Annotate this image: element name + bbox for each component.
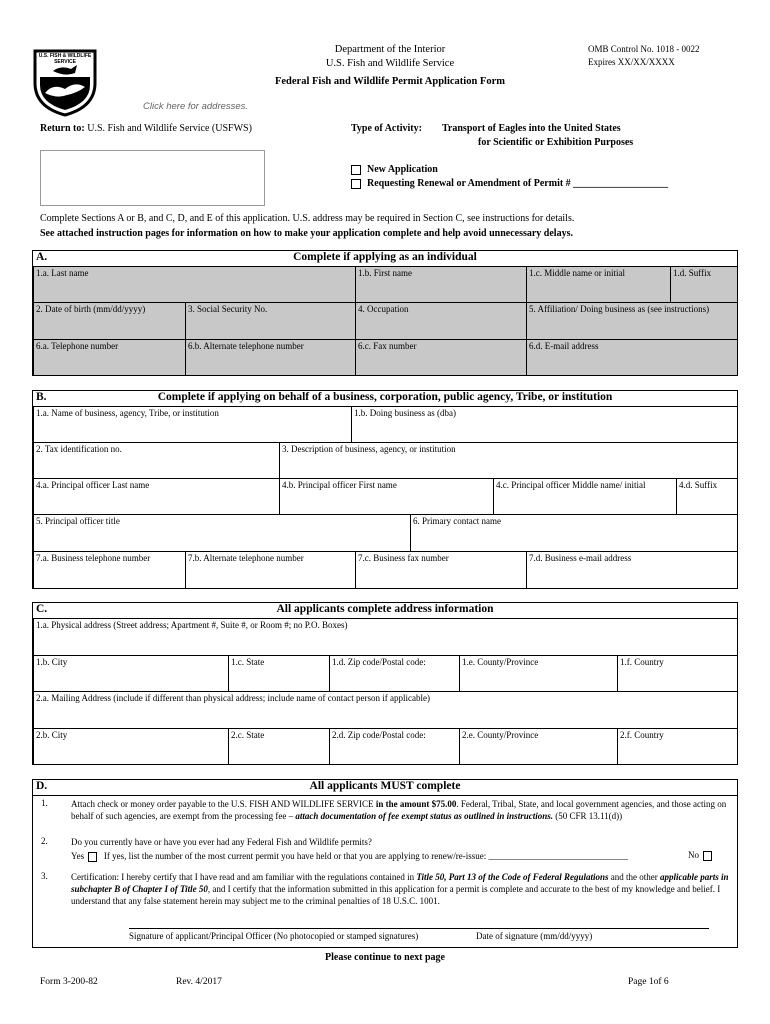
- business-name-field[interactable]: 1.a. Name of business, agency, Tribe, or institution: [33, 406, 352, 443]
- mailing-address-field[interactable]: 2.a. Mailing Address (include if different than physical address; include name of contact person if applicable): [33, 691, 738, 729]
- first-name-field[interactable]: 1.b. First name: [355, 266, 527, 303]
- item-3-number: 3.: [41, 871, 48, 881]
- officer-suffix-field[interactable]: 4.d. Suffix: [676, 478, 738, 515]
- officer-title-field[interactable]: 5. Principal officer title: [33, 514, 411, 552]
- service-name: U.S. Fish and Wildlife Service: [325, 58, 455, 69]
- email-field[interactable]: 6.d. E-mail address: [526, 339, 738, 376]
- item-2-answer: [71, 850, 731, 862]
- business-description-field[interactable]: 3. Description of business, agency, or institution: [279, 442, 738, 479]
- address-box[interactable]: [40, 150, 265, 206]
- state-field[interactable]: 1.c. State: [228, 655, 330, 692]
- section-b-title: Complete if applying on behalf of a business, corporation, public agency, Tribe, or institution: [157, 391, 613, 403]
- officer-middle-name-field[interactable]: 4.c. Principal officer Middle name/ initial: [493, 478, 677, 515]
- signature-label: Signature of applicant/Principal Officer (No photocopied or stamped signatures): [129, 931, 419, 941]
- section-d-title: All applicants MUST complete: [309, 780, 461, 792]
- new-application-label: New Application: [367, 164, 438, 175]
- cert-and-other: and the other: [608, 872, 661, 882]
- officer-last-name-field[interactable]: 4.a. Principal officer Last name: [33, 478, 280, 515]
- last-name-field[interactable]: 1.a. Last name: [33, 266, 356, 303]
- primary-contact-field[interactable]: 6. Primary contact name: [410, 514, 738, 552]
- item-3-text: [71, 871, 731, 907]
- fee-text: Attach check or money order payable to the U.S. FISH AND WILDLIFE SERVICE: [71, 799, 376, 809]
- signature-line[interactable]: [129, 928, 709, 929]
- country-field[interactable]: 1.f. Country: [617, 655, 738, 692]
- fee-amount: $75.00: [429, 799, 457, 809]
- item-1-number: 1.: [41, 798, 48, 808]
- form-title: Federal Fish and Wildlife Permit Application Form: [274, 76, 506, 87]
- no-label: No: [688, 850, 699, 860]
- return-to-value: U.S. Fish and Wildlife Service (USFWS): [87, 123, 252, 134]
- fax-field[interactable]: 6.c. Fax number: [355, 339, 527, 376]
- section-b: [32, 390, 738, 589]
- section-c: [32, 602, 738, 765]
- dob-field[interactable]: 2. Date of birth (mm/dd/yyyy): [33, 302, 186, 340]
- page-number: Page 1of 6: [628, 977, 669, 987]
- cert-subchapter-ref: applicable parts in subchapter B of Chapter I of Title 50: [71, 872, 729, 894]
- city-field[interactable]: 1.b. City: [33, 655, 229, 692]
- instructions-line2: See attached instruction pages for information on how to make your application complete and help avoid unnecessary delays.: [40, 228, 573, 239]
- renewal-option[interactable]: [351, 178, 668, 189]
- section-a-title: Complete if applying as an individual: [293, 251, 477, 263]
- return-to-label: Return to:: [40, 123, 85, 134]
- mailing-zip-field[interactable]: 2.d. Zip code/Postal code:: [329, 728, 460, 765]
- department-name: Department of the Interior: [334, 44, 446, 55]
- activity-label: Type of Activity:: [351, 123, 422, 134]
- form-number: Form 3-200-82: [40, 977, 98, 987]
- business-email-field[interactable]: 7.d. Business e-mail address: [526, 551, 738, 589]
- revision-date: Rev. 4/2017: [176, 977, 222, 987]
- renewal-checkbox[interactable]: [351, 179, 361, 189]
- mailing-city-field[interactable]: 2.b. City: [33, 728, 229, 765]
- addresses-link[interactable]: Click here for addresses.: [143, 101, 249, 112]
- dba-field[interactable]: 1.b. Doing business as (dba): [351, 406, 738, 443]
- section-b-letter: B.: [36, 391, 47, 403]
- suffix-field[interactable]: 1.d. Suffix: [670, 266, 738, 303]
- section-d: [32, 779, 738, 948]
- section-c-header: [33, 603, 737, 617]
- officer-first-name-field[interactable]: 4.b. Principal officer First name: [279, 478, 494, 515]
- activity-line1: Transport of Eagles into the United States: [442, 123, 621, 134]
- section-a-letter: A.: [36, 251, 48, 263]
- section-a-header: [33, 251, 737, 265]
- mailing-state-field[interactable]: 2.c. State: [228, 728, 330, 765]
- affiliation-field[interactable]: 5. Affiliation/ Doing business as (see instructions): [526, 302, 738, 340]
- telephone-field[interactable]: 6.a. Telephone number: [33, 339, 186, 376]
- section-d-rule: [33, 795, 737, 796]
- item-2-number: 2.: [41, 836, 48, 846]
- section-d-header: [33, 780, 737, 794]
- occupation-field[interactable]: 4. Occupation: [355, 302, 527, 340]
- fee-amount-label: in the amount: [375, 799, 430, 809]
- cert-statement: , and I certify that the information submitted in this application for a permit is complete and accurate to the best of my knowledge and belief. I understand that any false statement herein may subject me to the criminal penalties of 18 U.S.C. 1001.: [71, 884, 721, 906]
- ssn-field[interactable]: 3. Social Security No.: [185, 302, 356, 340]
- no-checkbox[interactable]: [703, 851, 712, 861]
- fee-cfr-ref: (50 CFR 13.11(d)): [552, 811, 623, 821]
- yes-checkbox[interactable]: [88, 852, 97, 862]
- signature-date-label: Date of signature (mm/dd/yyyy): [476, 931, 593, 941]
- item-1-text: [71, 798, 731, 822]
- physical-address-field[interactable]: 1.a. Physical address (Street address; Apartment #, Suite #, or Room #; no P.O. Boxes): [33, 618, 738, 656]
- fee-exempt-text: . Federal, Tribal, State, and local government agencies, and those acting on behalf of such agencies, are exempt from the processing fee –: [71, 799, 727, 821]
- expiration-date: Expires XX/XX/XXXX: [588, 57, 675, 67]
- return-to: [40, 123, 252, 134]
- alt-telephone-field[interactable]: 6.b. Alternate telephone number: [185, 339, 356, 376]
- business-phone-field[interactable]: 7.a. Business telephone number: [33, 551, 186, 589]
- continue-note: Please continue to next page: [325, 952, 445, 963]
- cert-cfr-ref: Title 50, Part 13 of the Code of Federal Regulations: [416, 872, 609, 882]
- county-field[interactable]: 1.e. County/Province: [459, 655, 618, 692]
- cert-text: Certification: I hereby certify that I have read and am familiar with the regulations contained in: [71, 872, 417, 882]
- instructions-line1: Complete Sections A or B, and C, D, and E of this application. U.S. address may be required in Section C, see instructions for details.: [40, 213, 575, 224]
- section-c-title: All applicants complete address information: [276, 603, 494, 615]
- omb-control: OMB Control No. 1018 - 0022: [588, 44, 700, 54]
- activity-line2: for Scientific or Exhibition Purposes: [478, 137, 634, 148]
- new-application-checkbox[interactable]: [351, 165, 361, 175]
- business-alt-phone-field[interactable]: 7.b. Alternate telephone number: [185, 551, 356, 589]
- new-application-option[interactable]: [351, 164, 438, 175]
- renewal-label: Requesting Renewal or Amendment of Permit # ___________________: [367, 178, 669, 189]
- mailing-country-field[interactable]: 2.f. Country: [617, 728, 738, 765]
- tax-id-field[interactable]: 2. Tax identification no.: [33, 442, 280, 479]
- section-c-letter: C.: [36, 603, 48, 615]
- logo-text: U.S. FISH & WILDLIFE SERVICE: [38, 53, 92, 65]
- business-fax-field[interactable]: 7.c. Business fax number: [355, 551, 527, 589]
- zip-field[interactable]: 1.d. Zip code/Postal code:: [329, 655, 460, 692]
- permit-number-prompt: If yes, list the number of the most current permit you have held or that you are applying to renew/re-issue: _______________________________: [103, 851, 628, 861]
- section-b-header: [33, 391, 737, 405]
- middle-name-field[interactable]: 1.c. Middle name or initial: [526, 266, 671, 303]
- section-d-letter: D.: [36, 780, 48, 792]
- no-option[interactable]: [688, 850, 712, 861]
- mailing-county-field[interactable]: 2.e. County/Province: [459, 728, 618, 765]
- item-2-question: Do you currently have or have you ever had any Federal Fish and Wildlife permits?: [71, 837, 372, 847]
- section-a: [32, 250, 738, 376]
- fee-exempt-instruction: attach documentation of fee exempt status as outlined in instructions.: [295, 811, 553, 821]
- yes-label: Yes: [71, 851, 85, 861]
